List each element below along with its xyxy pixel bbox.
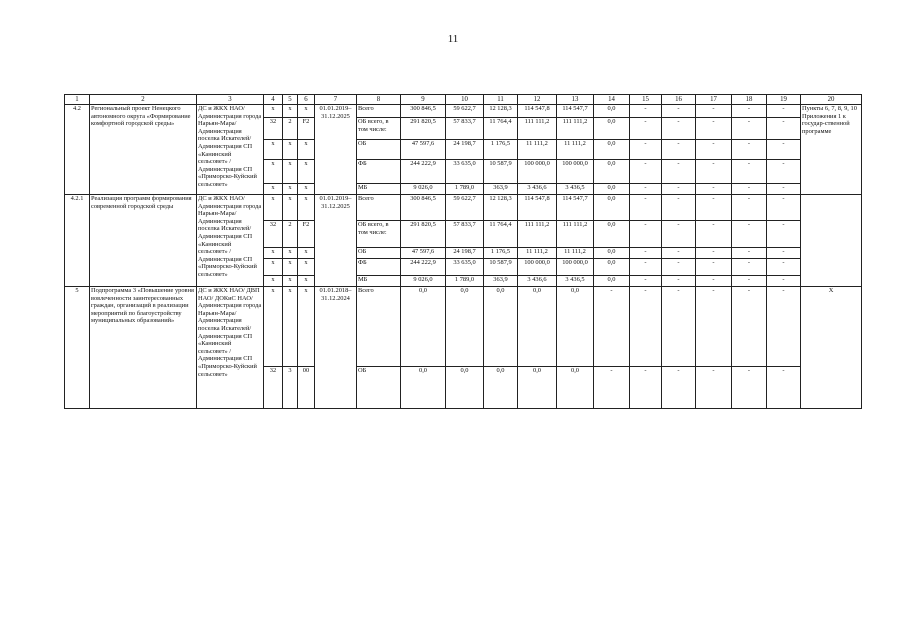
- code-cell: x: [298, 195, 315, 221]
- code-cell: F2: [298, 221, 315, 248]
- funding-source-cell: Всего: [357, 105, 401, 118]
- table-body: [65, 95, 862, 409]
- value-cell: 244 222,9: [401, 160, 446, 184]
- value-cell: 0,0: [594, 259, 630, 276]
- value-cell: -: [662, 195, 696, 221]
- value-cell: -: [732, 118, 767, 140]
- value-cell: 0,0: [401, 287, 446, 367]
- column-header: 19: [767, 95, 801, 105]
- value-cell: 59 622,7: [446, 195, 484, 221]
- value-cell: 114 547,8: [518, 195, 557, 221]
- value-cell: 47 597,6: [401, 248, 446, 259]
- value-cell: -: [732, 195, 767, 221]
- code-cell: 00: [298, 367, 315, 409]
- code-cell: x: [283, 140, 298, 160]
- value-cell: 1 789,0: [446, 276, 484, 287]
- column-header: 9: [401, 95, 446, 105]
- item-number-cell: 5: [65, 287, 90, 409]
- value-cell: -: [696, 195, 732, 221]
- value-cell: 100 000,0: [518, 259, 557, 276]
- code-cell: x: [283, 184, 298, 195]
- value-cell: -: [732, 140, 767, 160]
- code-cell: x: [264, 276, 283, 287]
- column-header: 18: [732, 95, 767, 105]
- code-cell: 32: [264, 118, 283, 140]
- funding-source-cell: Всего: [357, 287, 401, 367]
- funding-source-cell: МБ: [357, 184, 401, 195]
- item-name-cell: Реализация программ формирования современной городской среды: [90, 195, 197, 287]
- value-cell: 0,0: [557, 367, 594, 409]
- value-cell: 57 833,7: [446, 118, 484, 140]
- value-cell: -: [696, 276, 732, 287]
- value-cell: -: [767, 160, 801, 184]
- funding-source-cell: ОБ: [357, 140, 401, 160]
- code-cell: F2: [298, 118, 315, 140]
- value-cell: 0,0: [557, 287, 594, 367]
- code-cell: x: [298, 259, 315, 276]
- value-cell: -: [662, 221, 696, 248]
- value-cell: 0,0: [401, 367, 446, 409]
- code-cell: x: [283, 195, 298, 221]
- value-cell: 0,0: [518, 367, 557, 409]
- value-cell: -: [630, 221, 662, 248]
- value-cell: 1 176,5: [484, 248, 518, 259]
- column-header: 10: [446, 95, 484, 105]
- code-cell: x: [264, 259, 283, 276]
- value-cell: -: [696, 140, 732, 160]
- value-cell: -: [630, 105, 662, 118]
- value-cell: -: [662, 276, 696, 287]
- code-cell: x: [283, 248, 298, 259]
- value-cell: 11 111,2: [518, 140, 557, 160]
- value-cell: 3 436,5: [557, 276, 594, 287]
- column-header: 13: [557, 95, 594, 105]
- value-cell: 3 436,5: [557, 184, 594, 195]
- value-cell: 0,0: [594, 248, 630, 259]
- value-cell: -: [662, 160, 696, 184]
- value-cell: -: [767, 248, 801, 259]
- value-cell: 114 547,7: [557, 105, 594, 118]
- code-cell: x: [298, 140, 315, 160]
- funding-source-cell: ФБ: [357, 259, 401, 276]
- column-header: 12: [518, 95, 557, 105]
- value-cell: 244 222,9: [401, 259, 446, 276]
- value-cell: -: [696, 160, 732, 184]
- value-cell: -: [630, 248, 662, 259]
- value-cell: 1 176,5: [484, 140, 518, 160]
- value-cell: 0,0: [518, 287, 557, 367]
- value-cell: -: [630, 140, 662, 160]
- value-cell: -: [732, 259, 767, 276]
- code-cell: x: [264, 160, 283, 184]
- code-cell: x: [264, 195, 283, 221]
- value-cell: 12 128,3: [484, 195, 518, 221]
- column-header: 5: [283, 95, 298, 105]
- value-cell: 114 547,7: [557, 195, 594, 221]
- value-cell: -: [662, 367, 696, 409]
- code-cell: x: [264, 287, 283, 367]
- value-cell: 0,0: [594, 140, 630, 160]
- value-cell: 11 111,2: [518, 248, 557, 259]
- column-header: 17: [696, 95, 732, 105]
- funding-source-cell: ОБ: [357, 248, 401, 259]
- value-cell: -: [594, 367, 630, 409]
- value-cell: -: [630, 276, 662, 287]
- financing-table: [64, 94, 862, 409]
- code-cell: x: [264, 184, 283, 195]
- value-cell: 11 764,4: [484, 221, 518, 248]
- funding-source-cell: ОБ: [357, 367, 401, 409]
- value-cell: -: [732, 105, 767, 118]
- value-cell: -: [767, 221, 801, 248]
- value-cell: 100 000,0: [518, 160, 557, 184]
- value-cell: -: [662, 248, 696, 259]
- value-cell: 59 622,7: [446, 105, 484, 118]
- value-cell: 111 111,2: [518, 118, 557, 140]
- value-cell: -: [696, 248, 732, 259]
- value-cell: 291 820,5: [401, 221, 446, 248]
- value-cell: -: [630, 367, 662, 409]
- value-cell: 1 789,0: [446, 184, 484, 195]
- value-cell: 363,9: [484, 184, 518, 195]
- column-header: 6: [298, 95, 315, 105]
- code-cell: x: [298, 105, 315, 118]
- value-cell: 100 000,0: [557, 259, 594, 276]
- value-cell: -: [767, 118, 801, 140]
- funding-source-cell: МБ: [357, 276, 401, 287]
- item-name-cell: Региональный проект Ненецкого автономного округа «Формирование комфортной городской среды»: [90, 105, 197, 195]
- code-cell: 3: [283, 367, 298, 409]
- value-cell: -: [630, 195, 662, 221]
- value-cell: -: [732, 367, 767, 409]
- value-cell: -: [696, 287, 732, 367]
- value-cell: 111 111,2: [518, 221, 557, 248]
- value-cell: 11 764,4: [484, 118, 518, 140]
- value-cell: 33 635,0: [446, 160, 484, 184]
- code-cell: x: [283, 287, 298, 367]
- column-header: 4: [264, 95, 283, 105]
- value-cell: -: [662, 287, 696, 367]
- value-cell: 363,9: [484, 276, 518, 287]
- value-cell: 9 026,0: [401, 276, 446, 287]
- table-row: [65, 287, 862, 367]
- column-header: 15: [630, 95, 662, 105]
- value-cell: 0,0: [594, 195, 630, 221]
- item-number-cell: 4.2.1: [65, 195, 90, 287]
- code-cell: x: [298, 287, 315, 367]
- value-cell: 0,0: [594, 160, 630, 184]
- code-cell: x: [298, 276, 315, 287]
- period-cell: 01.01.2019– 31.12.2025: [315, 195, 357, 287]
- value-cell: 291 820,5: [401, 118, 446, 140]
- value-cell: -: [732, 287, 767, 367]
- value-cell: -: [696, 221, 732, 248]
- value-cell: 10 587,9: [484, 160, 518, 184]
- code-cell: x: [298, 160, 315, 184]
- column-header: 16: [662, 95, 696, 105]
- value-cell: 111 111,2: [557, 118, 594, 140]
- value-cell: -: [767, 140, 801, 160]
- value-cell: -: [732, 248, 767, 259]
- value-cell: -: [630, 118, 662, 140]
- column-header: 20: [801, 95, 862, 105]
- funding-source-cell: ОБ всего, в том числе:: [357, 221, 401, 248]
- value-cell: 0,0: [594, 221, 630, 248]
- value-cell: -: [696, 105, 732, 118]
- table-row: [65, 105, 862, 118]
- code-cell: x: [283, 259, 298, 276]
- executor-cell: ДС и ЖКХ НАО/ ДВП НАО/ ДОКиС НАО/ Администрация города Нарьян-Мара/ Администрация поселка Искателей/ Администрация СП «Канинский сельсовет» / Администрация СП «Приморско-Куйский сельсовет»: [197, 287, 264, 409]
- value-cell: -: [594, 287, 630, 367]
- value-cell: -: [767, 259, 801, 276]
- value-cell: 100 000,0: [557, 160, 594, 184]
- value-cell: 111 111,2: [557, 221, 594, 248]
- note-cell: Х: [801, 287, 862, 409]
- code-cell: x: [264, 248, 283, 259]
- value-cell: -: [767, 367, 801, 409]
- value-cell: -: [732, 276, 767, 287]
- value-cell: -: [696, 259, 732, 276]
- value-cell: 0,0: [594, 276, 630, 287]
- value-cell: -: [767, 105, 801, 118]
- value-cell: 12 128,3: [484, 105, 518, 118]
- column-header: 14: [594, 95, 630, 105]
- funding-source-cell: ФБ: [357, 160, 401, 184]
- value-cell: 0,0: [484, 287, 518, 367]
- code-cell: 32: [264, 221, 283, 248]
- column-header: 3: [197, 95, 264, 105]
- value-cell: 0,0: [446, 367, 484, 409]
- value-cell: 300 846,5: [401, 195, 446, 221]
- value-cell: -: [662, 118, 696, 140]
- code-cell: x: [264, 140, 283, 160]
- value-cell: 114 547,8: [518, 105, 557, 118]
- code-cell: x: [283, 276, 298, 287]
- value-cell: 10 587,9: [484, 259, 518, 276]
- code-cell: x: [283, 160, 298, 184]
- code-cell: x: [264, 105, 283, 118]
- header-row: [65, 95, 862, 105]
- item-number-cell: 4.2: [65, 105, 90, 195]
- value-cell: 3 436,6: [518, 184, 557, 195]
- code-cell: x: [298, 184, 315, 195]
- value-cell: 24 198,7: [446, 248, 484, 259]
- value-cell: -: [696, 184, 732, 195]
- funding-source-cell: ОБ всего, в том числе:: [357, 118, 401, 140]
- value-cell: -: [630, 287, 662, 367]
- value-cell: -: [662, 184, 696, 195]
- value-cell: 3 436,6: [518, 276, 557, 287]
- value-cell: -: [662, 259, 696, 276]
- code-cell: 32: [264, 367, 283, 409]
- value-cell: 33 635,0: [446, 259, 484, 276]
- item-name-cell: Подпрограмма 3 «Повышение уровня вовлеченности заинтересованных граждан, организаций в реализации мероприятий по благоустройству муниципальных образований»: [90, 287, 197, 409]
- value-cell: -: [767, 195, 801, 221]
- value-cell: 9 026,0: [401, 184, 446, 195]
- value-cell: -: [630, 160, 662, 184]
- column-header: 11: [484, 95, 518, 105]
- executor-cell: ДС и ЖКХ НАО/ Администрация города Нарьян-Мара/ Администрация поселка Искателей/ Администрация СП «Канинский сельсовет» / Администрация СП «Приморско-Куйский сельсовет»: [197, 105, 264, 195]
- table-row: [65, 195, 862, 221]
- note-cell: [801, 195, 862, 287]
- value-cell: 11 111,2: [557, 140, 594, 160]
- period-cell: 01.01.2018– 31.12.2024: [315, 287, 357, 409]
- value-cell: -: [696, 118, 732, 140]
- executor-cell: ДС и ЖКХ НАО/ Администрация города Нарьян-Мара/ Администрация поселка Искателей/ Администрация СП «Канинский сельсовет» / Администрация СП «Приморско-Куйский сельсовет»: [197, 195, 264, 287]
- value-cell: -: [662, 140, 696, 160]
- value-cell: -: [662, 105, 696, 118]
- page-number: 11: [447, 33, 459, 45]
- value-cell: 24 198,7: [446, 140, 484, 160]
- value-cell: -: [630, 184, 662, 195]
- code-cell: x: [298, 248, 315, 259]
- code-cell: 2: [283, 221, 298, 248]
- note-cell: Пункты 6, 7, 8, 9, 10 Приложения 1 к государ-ственной программе: [801, 105, 862, 195]
- value-cell: -: [732, 160, 767, 184]
- column-header: 2: [90, 95, 197, 105]
- period-cell: 01.01.2019– 31.12.2025: [315, 105, 357, 195]
- value-cell: 0,0: [446, 287, 484, 367]
- value-cell: -: [732, 221, 767, 248]
- value-cell: 300 846,5: [401, 105, 446, 118]
- value-cell: -: [767, 287, 801, 367]
- value-cell: -: [767, 276, 801, 287]
- value-cell: -: [732, 184, 767, 195]
- column-header: 7: [315, 95, 357, 105]
- column-header: 1: [65, 95, 90, 105]
- value-cell: -: [630, 259, 662, 276]
- column-header: 8: [357, 95, 401, 105]
- value-cell: 0,0: [484, 367, 518, 409]
- value-cell: 57 833,7: [446, 221, 484, 248]
- code-cell: x: [283, 105, 298, 118]
- value-cell: 47 597,6: [401, 140, 446, 160]
- value-cell: 0,0: [594, 184, 630, 195]
- code-cell: 2: [283, 118, 298, 140]
- value-cell: 11 111,2: [557, 248, 594, 259]
- value-cell: 0,0: [594, 118, 630, 140]
- value-cell: -: [767, 184, 801, 195]
- funding-source-cell: Всего: [357, 195, 401, 221]
- value-cell: -: [696, 367, 732, 409]
- value-cell: 0,0: [594, 105, 630, 118]
